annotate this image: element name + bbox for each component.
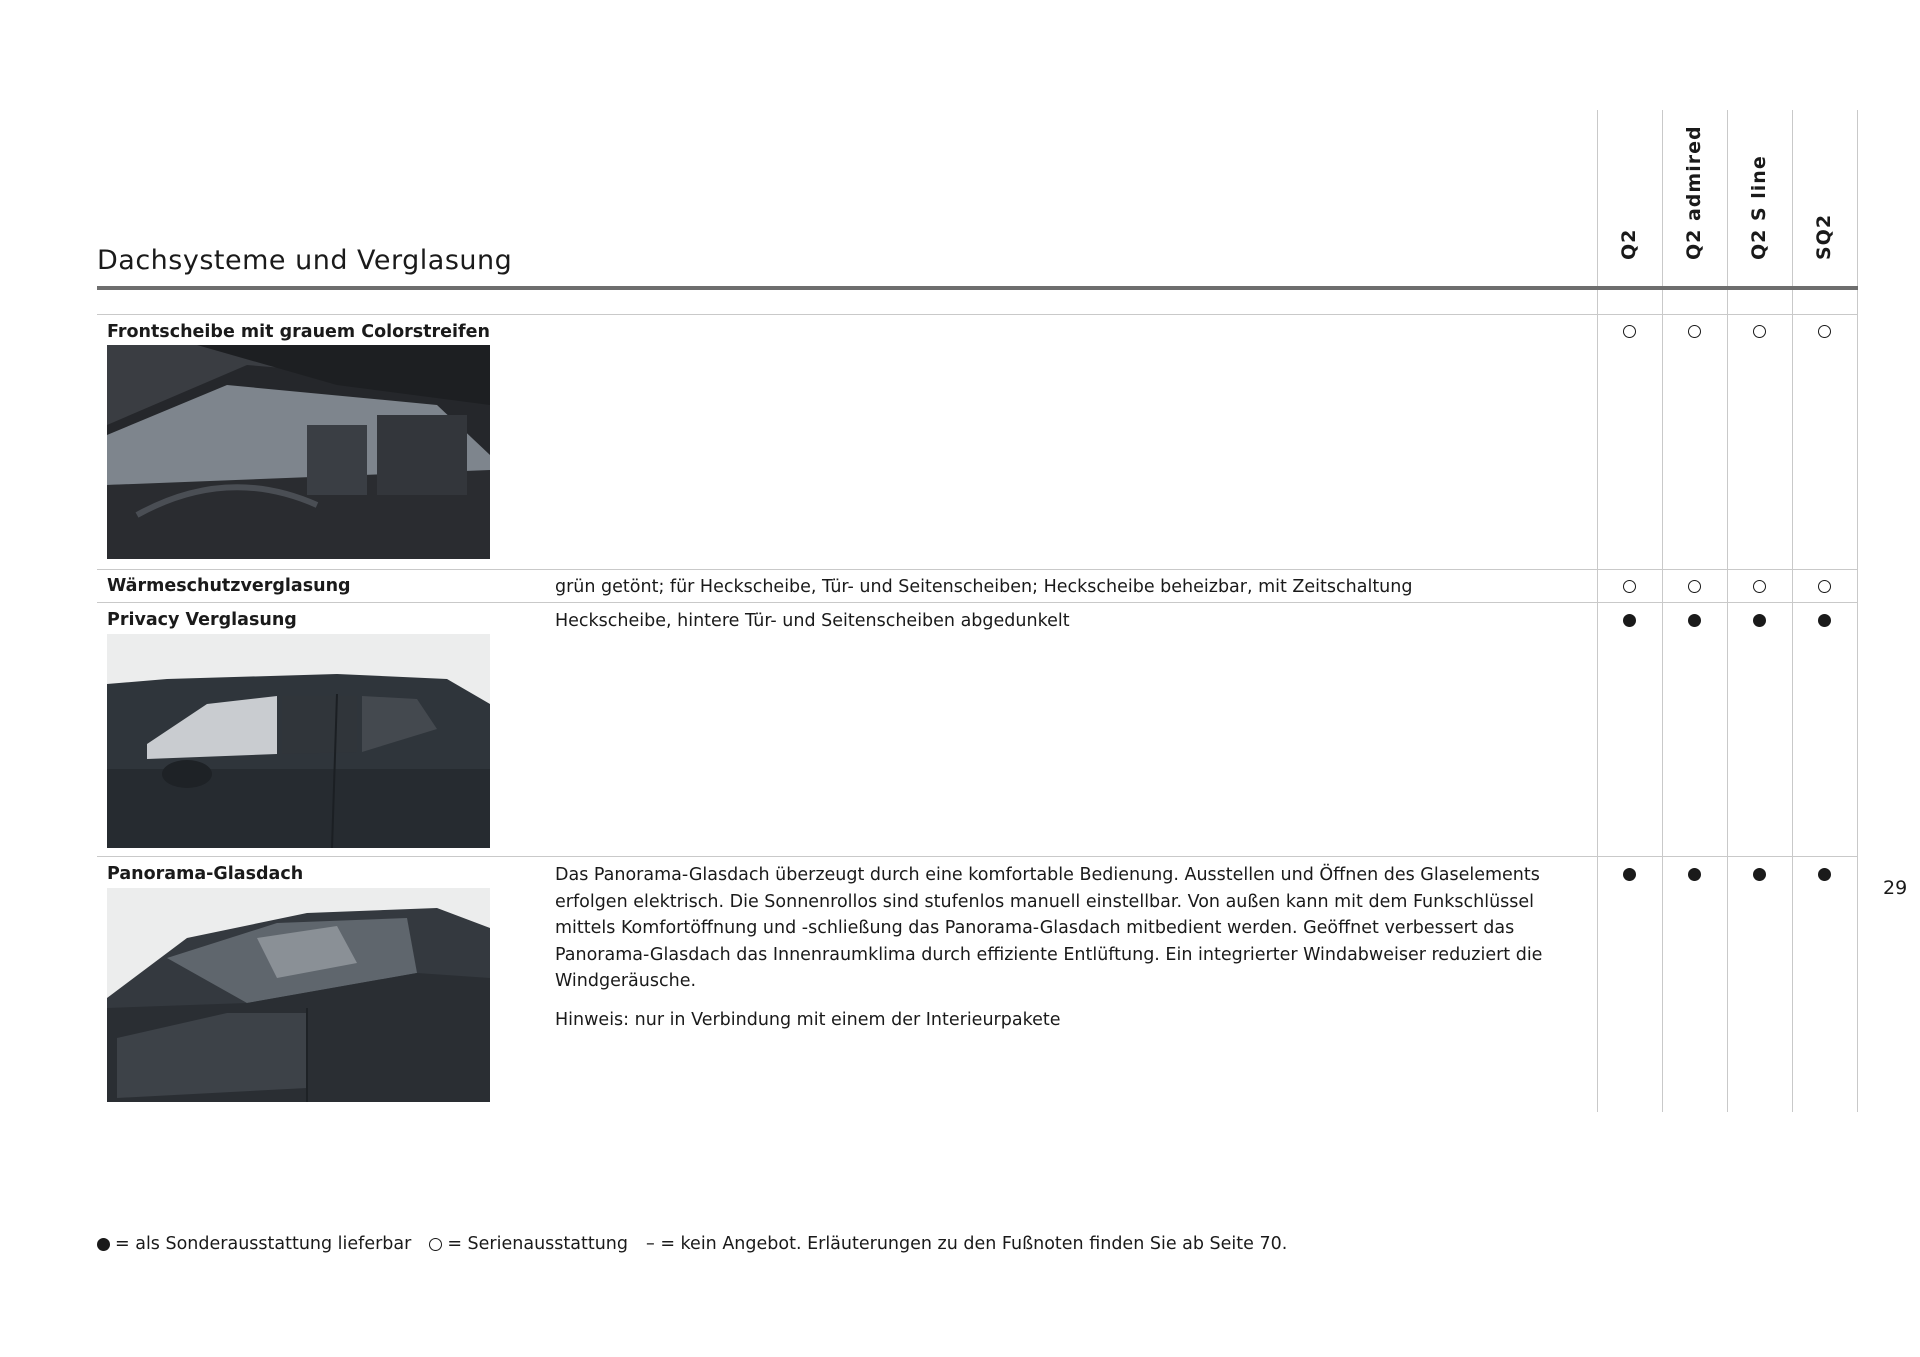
mark-optional	[1688, 614, 1701, 627]
grid-line	[1792, 110, 1793, 1112]
mark-standard	[1688, 580, 1701, 593]
legend-optional-text: = als Sonderausstattung lieferbar	[115, 1234, 412, 1254]
column-header-q2-s-line: Q2 S line	[1748, 155, 1770, 260]
legend-standard-marker	[429, 1238, 442, 1251]
row-divider	[97, 314, 1858, 315]
mark-standard	[1818, 580, 1831, 593]
legend-standard-text: = Serienausstattung	[447, 1234, 628, 1254]
mark-optional	[1753, 614, 1766, 627]
mark-standard	[1753, 325, 1766, 338]
row-divider	[97, 569, 1858, 570]
row-description: Das Panorama-Glasdach überzeugt durch eine komfortable Bedienung. Ausstellen und Öffnen des Glaselements erfolgen elektrisch. Die Sonnenrollos sind stufenlos manuell einstellbar. Von außen kann mit dem Funkschlüssel mittels Komfortöffnung und -schließung das Panorama-Glasdach mitbedient werden. Geöffnet verbessert das Panorama-Glasdach das Innenraumklima durch effiziente Entlüftung. Ein integrierter Windabweiser reduziert die Windgeräusche.	[555, 865, 1543, 991]
row-description: grün getönt; für Heckscheibe, Tür- und Seitenscheiben; Heckscheibe beheizbar, mit Zeitschaltung	[555, 577, 1413, 597]
mark-optional	[1818, 614, 1831, 627]
row-divider	[97, 602, 1858, 603]
row-note: Hinweis: nur in Verbindung mit einem der Interieurpakete	[555, 1009, 1061, 1030]
row-title-privacy: Privacy Verglasung	[107, 610, 297, 630]
row-divider	[97, 856, 1858, 857]
legend-none-text: – = kein Angebot. Erläuterungen zu den Fußnoten finden Sie ab Seite 70.	[646, 1234, 1288, 1254]
column-header-q2: Q2	[1618, 228, 1640, 260]
header-rule	[97, 286, 1858, 290]
panorama-roof-photo	[107, 888, 490, 1102]
legend-optional-marker	[97, 1238, 110, 1251]
column-header-q2-admired: Q2 admired	[1683, 125, 1705, 260]
page-title: Dachsysteme und Verglasung	[97, 245, 513, 276]
page-number: 29	[1883, 877, 1908, 899]
row-description-block	[555, 862, 1590, 1045]
mark-standard	[1753, 580, 1766, 593]
legend	[97, 1234, 1287, 1254]
mark-standard	[1688, 325, 1701, 338]
mark-optional	[1753, 868, 1766, 881]
row-title-frontscheibe: Frontscheibe mit grauem Colorstreifen	[107, 322, 490, 342]
mark-optional	[1818, 868, 1831, 881]
row-title-waermeschutz: Wärmeschutzverglasung	[107, 576, 351, 596]
column-header-sq2: SQ2	[1813, 213, 1835, 260]
mark-standard	[1623, 325, 1636, 338]
mark-optional	[1688, 868, 1701, 881]
privacy-glass-side-photo	[107, 634, 490, 848]
grid-line	[1727, 110, 1728, 1112]
grid-line	[1597, 110, 1598, 1112]
mark-optional	[1623, 614, 1636, 627]
grid-line	[1857, 110, 1858, 1112]
mark-standard	[1818, 325, 1831, 338]
row-title-panorama: Panorama-Glasdach	[107, 864, 304, 884]
grid-line	[1662, 110, 1663, 1112]
mark-standard	[1623, 580, 1636, 593]
windshield-interior-photo	[107, 345, 490, 559]
mark-optional	[1623, 868, 1636, 881]
row-description: Heckscheibe, hintere Tür- und Seitenscheiben abgedunkelt	[555, 611, 1070, 631]
